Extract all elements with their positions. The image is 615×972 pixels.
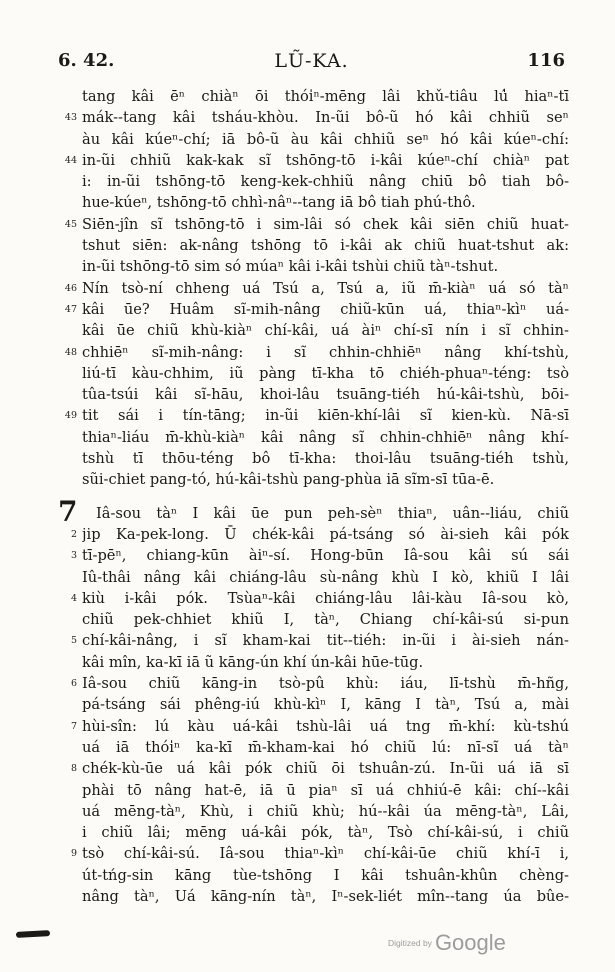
verse-number: 44 [64,154,77,166]
verse-number: 5 [70,635,77,647]
body-text [0,86,615,907]
text-line [0,780,615,801]
text-line [0,214,615,235]
line-text: Nín tsò-ní chheng uá Tsú a, Tsú a, iũ m̄-kiàⁿ uá só tàⁿ [82,279,569,297]
text-line [0,588,615,609]
chapter-number: 7 [58,494,78,528]
text-line [0,567,615,588]
line-text: liú-tī kàu-chhim, iũ pàng tī-kha tō chiéh-phuaⁿ-téng: tsò [82,364,569,382]
text-line [0,235,615,256]
line-text: kâi mîn, ka-kī iā ũ kāng-ún khí ún-kâi hūe-tūg. [82,653,424,671]
text-line [0,384,615,405]
verse-number: 2 [70,528,77,540]
verse-number: 4 [70,592,77,604]
line-text: in-ũi chhiũ kak-kak sĩ tshōng-tō i-kâi kúeⁿ-chí chiàⁿ pat [82,151,569,169]
text-line [0,673,615,694]
line-text: mák--tang kâi tsháu-khòu. In-ũi bô-ũ hó kâi chhiũ seⁿ [82,109,569,127]
line-text: àu kâi kúeⁿ-chí; iā bô-ũ àu kâi chhiũ seⁿ hó kâi kúeⁿ-chí: [82,130,569,148]
ink-smudge [16,930,50,938]
text-line [0,129,615,150]
line-text: tsò chí-kâi-sú. Iâ-sou thiaⁿ-kìⁿ chí-kâi-ūe chiũ khí-ī i, [82,845,569,863]
text-line [0,609,615,630]
verse-number: 7 [70,720,77,732]
line-text: nâng tàⁿ, Uá kāng-nín tàⁿ, Iⁿ-sek-liét mîn--tang úa bûe- [82,887,569,905]
line-text: thiaⁿ-liáu m̄-khù-kiàⁿ kâi nâng sĩ chhin-chhiēⁿ nâng khí- [82,428,569,446]
verse-number: 49 [64,410,77,422]
verse-number: 48 [64,346,77,358]
line-text: jip Ka-pek-long. Ū chék-kâi pá-tsáng só ài-sieh kâi pók [82,525,569,543]
text-line [0,256,615,277]
header-book-title: LŨ-KA. [274,50,349,72]
line-text: i chiũ lâi; mēng uá-kâi pók, tàⁿ, Tsò chí-kâi-sú, i chiũ [82,824,569,842]
google-watermark [388,930,506,956]
line-text: tang kâi ēⁿ chiàⁿ ōi thói̍ⁿ-mēng lâi khǔ-tiâu lú̍ hiaⁿ-tī [82,88,569,105]
text-line [0,758,615,779]
watermark-prefix: Digitized by [388,938,432,948]
text-line [0,843,615,864]
verse-number: 8 [70,763,77,775]
text-line [0,107,615,128]
text-line [0,716,615,737]
line-text: tshut siēn: ak-nâng tshōng tō i-kâi ak chiũ huat-tshut ak: [82,237,569,255]
text-line [0,405,615,426]
chapter-gap [0,491,615,503]
watermark-brand: Google [434,930,506,955]
line-text: pá-tsáng sái phêng-iú khù-kìⁿ I, kāng I tàⁿ, Tsú a, mài [82,696,569,714]
line-text: Iâ-sou chiũ kāng-in tsò-pû khù: iáu, lī-tshù m̄-hñg, [82,675,569,693]
verse-number: 9 [70,848,77,860]
text-line [0,342,615,363]
text-line [0,427,615,448]
text-line [0,299,615,320]
line-text: Iû-thâi nâng kâi chiáng-lâu sù-nâng khù I kò, khiũ I lâi [82,568,569,586]
text-line [0,278,615,299]
text-line [0,822,615,843]
running-header [58,50,565,76]
verse-number: 3 [70,550,77,562]
line-text: hùi-sîn: lú kàu uá-kâi tshù-lâi uá tng m̄-khí: kù-tshú [82,717,569,735]
line-text: hue-kúeⁿ, tshōng-tō chhì-nâⁿ--tang iā bô tiah phú-thô. [82,194,476,212]
line-text: kâi ūe? Huâm sĩ-mih-nâng chiũ-kūn uá, thiaⁿ-kìⁿ uá- [82,300,569,318]
line-text: tûa-tsúi kâi sĩ-hāu, khoi-lâu tsuāng-tiéh hú-kâi-tshù, bōi- [82,386,569,404]
line-text: chék-kù-ūe uá kâi pók chiũ ōi tshuân-zú. In-ũi uá iā sī [82,760,569,778]
text-line [0,171,615,192]
verse-number: 47 [64,303,77,315]
text-line [0,652,615,673]
text-line [0,448,615,469]
text-line [0,524,615,545]
text-line [0,320,615,341]
line-text: chiũ pek-chhiet khiũ I, tàⁿ, Chiang chí-kâi-sú si-pun [82,611,569,629]
text-line [0,545,615,566]
verse-number: 43 [64,112,77,124]
header-page-number: 116 [527,50,565,71]
line-text: tshù tī thōu-téng bô tī-kha: thoi-lâu tsuāng-tiéh tshù, [82,450,569,468]
line-text: phài tō nâng hat-ē, iā ū piaⁿ sī uá chhiú-ē kâi: chí--kâi [82,781,569,799]
line-text: kâi ūe chiũ khù-kiàⁿ chí-kâi, uá àiⁿ chí-sī nín i sĩ chhin- [82,322,569,340]
line-text: út-tńg-sin kāng tùe-tshōng I kâi tshuân-khûn chèng- [82,866,569,884]
text-line [0,150,615,171]
line-text: kiù i-kâi pók. Tsùaⁿ-kâi chiáng-lâu lâi-kàu Iâ-sou kò, [82,589,569,607]
text-line [0,469,615,490]
text-line [0,737,615,758]
header-chapter-verse: 6. 42. [58,50,115,71]
line-text: Siēn-jîn sĩ tshōng-tō i sim-lâi só chek kâi siēn chiũ huat- [82,215,569,233]
line-text: chí-kâi-nâng, i sĩ kham-kai tit--tiéh: in-ũi i ài-sieh nán- [82,632,569,650]
line-text: i: in-ũi tshōng-tō keng-kek-chhiũ nâng chiū bô tiah bô- [82,173,569,191]
verse-number: 46 [64,282,77,294]
text-line [0,801,615,822]
text-line [0,694,615,715]
text-line [0,494,615,528]
text-line [0,886,615,907]
line-text: Iâ-sou tàⁿ I kâi ūe pun peh-sèⁿ thiaⁿ, uân--liáu, chiũ [96,504,569,522]
line-text: in-ũi tshōng-tō sim só múaⁿ kâi i-kâi tshùi chiũ tàⁿ-tshut. [82,258,499,276]
verse-number: 6 [70,678,77,690]
line-text: tit sái i tín-tāng; in-ũi kiēn-khí-lâi sĩ kien-kù. Nā-sī [82,407,569,425]
line-text: tī-pēⁿ, chiang-kūn àiⁿ-sí. Hong-būn Iâ-sou kâi sú sái [82,547,569,565]
text-line [0,363,615,384]
verse-number: 45 [64,218,77,230]
text-line [0,865,615,886]
line-text: chhiēⁿ sĩ-mih-nâng: i sĩ chhin-chhiēⁿ nâng khí-tshù, [82,343,569,361]
line-text: sũi-chiet pang-tó, hú-kâi-tshù pang-phùa iā sĩm-sī tūa-ē. [82,471,495,489]
text-line [0,192,615,213]
line-text: uá iā thói̍ⁿ ka-kī m̄-kham-kai hó chiũ lú: nī-sĩ uá tàⁿ [82,738,569,756]
line-text: uá mēng-tàⁿ, Khù, i chiũ khù; hú--kâi úa mēng-tàⁿ, Lâi, [82,802,569,820]
text-line [0,86,615,107]
text-line [0,630,615,651]
